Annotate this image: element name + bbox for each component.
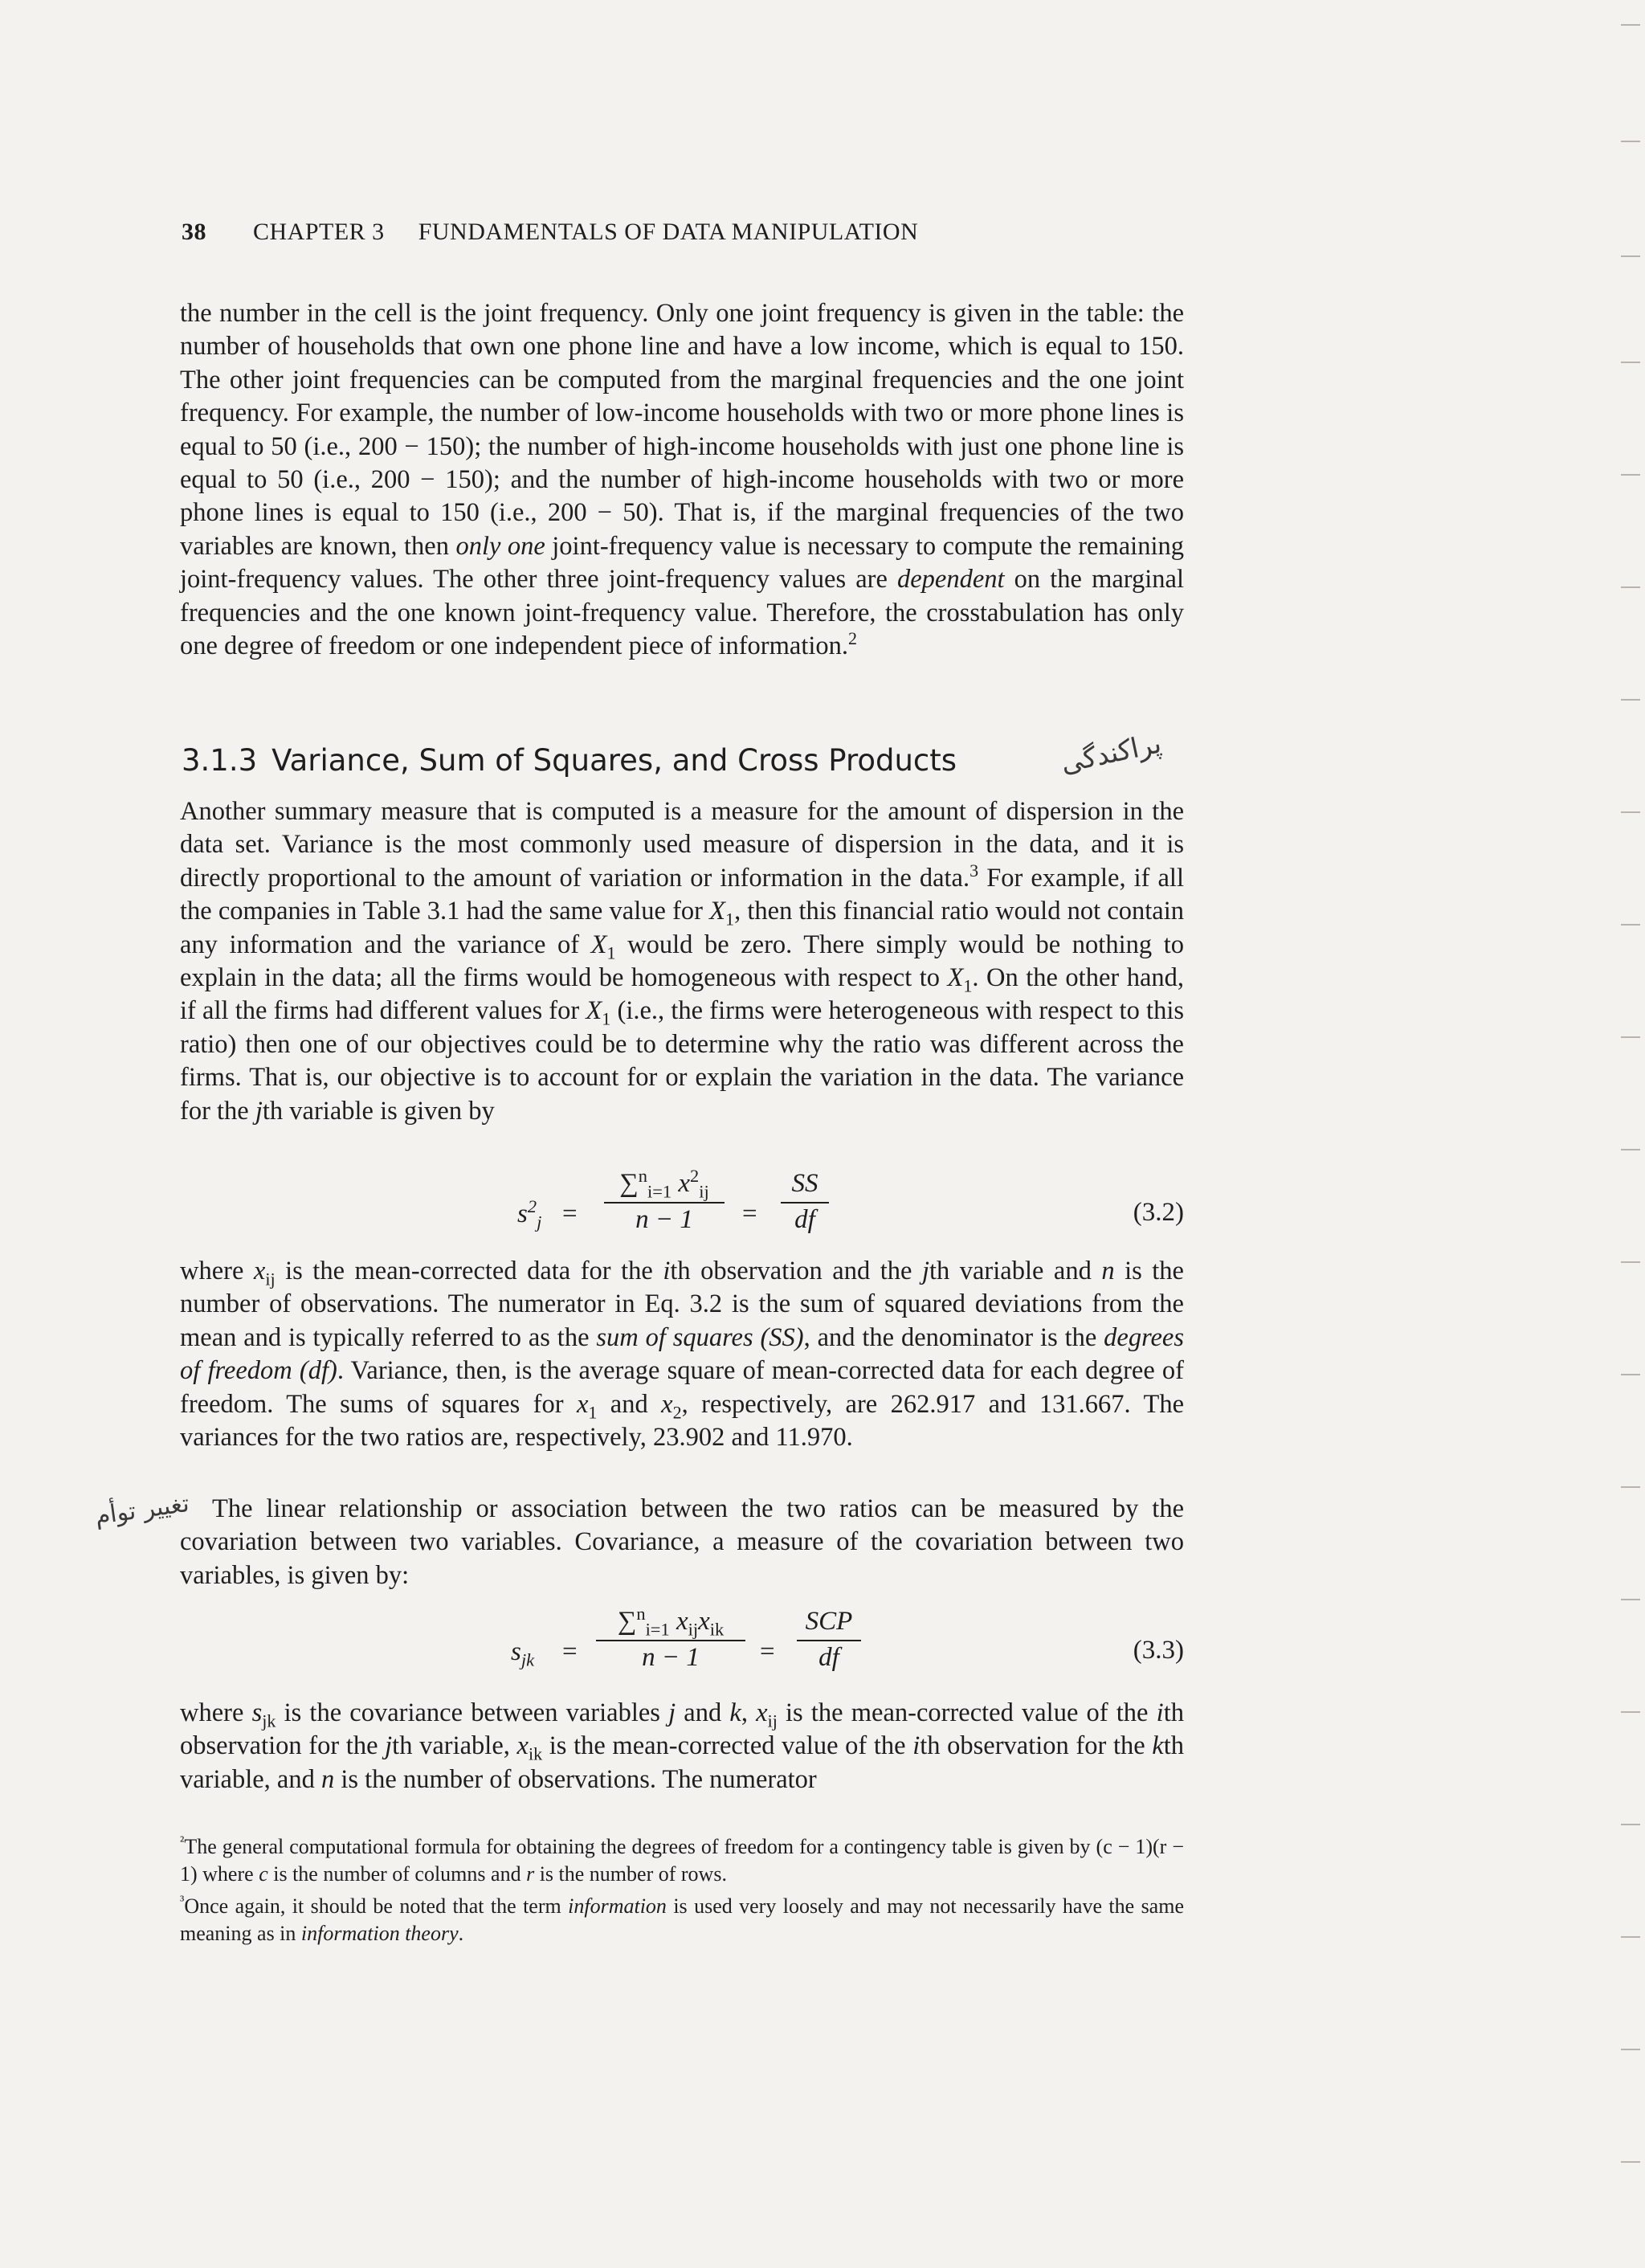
- var-k: k: [729, 1698, 741, 1727]
- para5-text-1: where: [180, 1698, 252, 1727]
- eq32-numerator-1: [604, 1166, 725, 1203]
- para3-text-7: . Variance, then, is the average square of mean-corrected data for each degree of freedom. The sums of squares for: [180, 1356, 1184, 1419]
- eq32-numerator-2: [781, 1169, 829, 1203]
- handwritten-margin-note-covariation: تغییر توأم: [93, 1489, 191, 1531]
- x-sup: 2: [690, 1166, 700, 1186]
- eq33-denominator-2: [797, 1641, 861, 1673]
- para3-text-5: is the number of observations. The numerator in Eq. 3.2 is the sum of squared deviations from the mean and is typically referred to as the: [180, 1257, 1184, 1352]
- section-number: 3.1.3: [182, 743, 258, 778]
- emphasis-sum-of-squares: sum of squares (SS): [596, 1322, 804, 1352]
- eq33-numerator-1: [596, 1604, 745, 1641]
- para3-text-4: th variable and: [929, 1257, 1102, 1285]
- paragraph-covariance: [180, 1493, 1184, 1592]
- fn3-text-2: is used very loosely and may not necessarily have the same meaning as in: [180, 1894, 1184, 1945]
- para1-text-2: joint-frequency value is necessary to compute the remaining joint-frequency values. The other three joint-frequency values are: [180, 531, 1184, 595]
- var-n: n: [1101, 1257, 1115, 1285]
- scan-edge-marks: [1611, 0, 1640, 2268]
- fn3-text-3: .: [458, 1922, 464, 1945]
- para4-text-1: The linear relationship or association between the two ratios can be measured by the covariation between two variables. Covariance, a measure of the covariation between two variables, is given by:: [180, 1494, 1184, 1590]
- eq32-denominator-1: [604, 1203, 725, 1235]
- eq33-numerator-2: [797, 1607, 861, 1641]
- eq33-denominator-1: [596, 1641, 745, 1673]
- var-k: k: [1152, 1731, 1164, 1761]
- eq32-fraction-1: [604, 1166, 725, 1235]
- para5-text-7: th variable,: [392, 1731, 517, 1761]
- fn2-text-2: is the number of columns and: [267, 1862, 527, 1886]
- var-i: i: [1156, 1698, 1164, 1727]
- eq32-lhs-sub: j: [537, 1212, 542, 1232]
- sub-ij: ij: [265, 1269, 276, 1289]
- para5-text-4: ,: [741, 1698, 757, 1727]
- paragraph-joint-frequency: [180, 297, 1184, 663]
- para5-text-3: and: [676, 1698, 730, 1727]
- equation-3-3: [180, 1604, 1184, 1695]
- sub-1: 1: [602, 1008, 611, 1029]
- para2-text-4: would be zero. There simply would be nothing to explain in the data; all the firms would be homogeneous with respect to: [180, 930, 1184, 993]
- var-x: X: [590, 930, 607, 959]
- equation-number-3-3: (3.3): [1133, 1636, 1184, 1665]
- para5-text-11: is the number of observations. The numerator: [334, 1764, 817, 1794]
- footnote-ref-2: 2: [848, 628, 858, 649]
- handwritten-margin-note-dispersion: پراکندگی: [1058, 727, 1165, 780]
- para2-text-7: th variable is given by: [262, 1096, 495, 1126]
- para2-text-2: For example, if all the companies in Table 3.1 had the same value for: [180, 863, 1184, 926]
- section-title: Variance, Sum of Squares, and Cross Products: [271, 743, 957, 778]
- var-x: X: [709, 897, 726, 926]
- para1-emphasis-dependent: dependent: [897, 565, 1005, 595]
- para2-text-5: . On the other hand, if all the firms had different values for: [180, 963, 1184, 1026]
- den-n-minus-1: n − 1: [642, 1643, 700, 1672]
- paragraph-covariance-explained: [180, 1697, 1184, 1796]
- eq33-fraction-1: [596, 1604, 745, 1673]
- para3-text-9: , respectively, are 262.917 and 131.667. The variances for the two ratios are, respectively, 23.902 and 11.970.: [180, 1389, 1184, 1453]
- para2-text-3: , then this financial ratio would not contain any information and the variance of: [180, 897, 1185, 959]
- eq32-fraction-2: [781, 1169, 829, 1235]
- paragraph-variance: [180, 795, 1184, 1128]
- para2-text-6: (i.e., the firms were heterogeneous with respect to this ratio) then one of our objectives could be to determine why the ratio was different across the firms. That is, our objective is to account for or explain the variation in the data. The variance for the: [180, 996, 1184, 1126]
- fn3-emphasis-information-theory: information theory: [300, 1922, 459, 1945]
- eq32-equals-1: =: [562, 1199, 578, 1228]
- eq33-fraction-2: [797, 1607, 861, 1673]
- para5-text-8: is the mean-corrected value of the: [542, 1731, 913, 1761]
- sigma-sign: ∑: [617, 1607, 637, 1636]
- fn2-text: The general computational formula for obtaining the degrees of freedom for a contingency table is given by (c − 1)(r − 1) where: [180, 1835, 1184, 1886]
- emphasis-degrees-of-freedom: degrees of freedom (df): [180, 1322, 1185, 1386]
- var-x: x: [678, 1169, 691, 1198]
- var-n: n: [320, 1764, 335, 1794]
- eq33-lhs: [511, 1637, 535, 1670]
- fn3-emphasis-information: information: [568, 1894, 667, 1918]
- eq33-lhs-s: s: [511, 1637, 521, 1666]
- eq32-lhs: [517, 1196, 542, 1232]
- eq33-equals-2: =: [760, 1637, 775, 1666]
- fn3-text: Once again, it should be noted that the term: [184, 1894, 569, 1918]
- sub-1: 1: [588, 1402, 598, 1423]
- eq33-lhs-sub: jk: [520, 1649, 535, 1670]
- para3-text-8: and: [597, 1389, 662, 1419]
- footnote-3: [180, 1893, 1184, 1947]
- fn2-r: r: [526, 1862, 535, 1886]
- equation-3-2: [180, 1166, 1184, 1257]
- den-n-minus-1: n − 1: [635, 1205, 693, 1234]
- var-x: x: [576, 1389, 589, 1419]
- var-x: X: [947, 963, 964, 993]
- var-x: x: [756, 1698, 768, 1727]
- var-j: j: [668, 1698, 676, 1727]
- para5-text-10: th variable, and: [180, 1731, 1185, 1794]
- x-sub-ij: ij: [688, 1619, 699, 1640]
- var-i: i: [912, 1731, 920, 1761]
- fn2-text-3: is the number of rows.: [534, 1862, 727, 1886]
- var-j: j: [385, 1731, 393, 1761]
- para3-text-2: is the mean-corrected data for the: [275, 1257, 663, 1285]
- sub-ik: ik: [528, 1743, 543, 1764]
- x-sub-ik: ik: [709, 1619, 725, 1640]
- num-ss: SS: [791, 1169, 818, 1198]
- chapter-label: CHAPTER 3: [253, 219, 385, 245]
- footnotes: [180, 1833, 1184, 1952]
- sigma-sup: n: [638, 1166, 648, 1186]
- sigma-sign: ∑: [619, 1169, 639, 1198]
- sub-jk: jk: [262, 1710, 276, 1731]
- var-i: i: [663, 1257, 671, 1285]
- eq33-equals-1: =: [562, 1637, 578, 1666]
- section-heading: [182, 743, 1186, 778]
- eq32-denominator-2: [781, 1203, 829, 1235]
- sub-1: 1: [963, 975, 973, 996]
- sigma-sup: n: [636, 1604, 646, 1624]
- x-sub: ij: [699, 1181, 709, 1202]
- var-x: x: [661, 1389, 673, 1419]
- footnote-2: [180, 1833, 1184, 1888]
- sub-1: 1: [725, 909, 735, 930]
- page-number: 38: [182, 219, 206, 245]
- paragraph-variance-explained: [180, 1255, 1184, 1454]
- den-df: df: [818, 1643, 839, 1672]
- var-x: x: [698, 1607, 710, 1636]
- para5-text-2: is the covariance between variables: [276, 1698, 669, 1727]
- num-scp: SCP: [805, 1607, 853, 1636]
- para1-emphasis-only-one: only one: [455, 531, 545, 561]
- para5-text-6: th observation for the: [180, 1698, 1184, 1761]
- var-j: j: [255, 1096, 263, 1126]
- para1-text-3: on the marginal frequencies and the one known joint-frequency value. Therefore, the crosstabulation has only one degree of freedom or one independent piece of information.: [180, 565, 1184, 661]
- eq32-lhs-s: s: [517, 1199, 528, 1228]
- var-j: j: [921, 1257, 929, 1285]
- para3-text-1: where: [180, 1257, 254, 1285]
- sigma-sub: i=1: [645, 1619, 670, 1640]
- chapter-title: FUNDAMENTALS OF DATA MANIPULATION: [418, 219, 919, 245]
- var-x: x: [253, 1257, 266, 1285]
- sub-ij: ij: [767, 1710, 778, 1731]
- eq32-lhs-sup: 2: [527, 1196, 537, 1216]
- sigma-sub: i=1: [647, 1181, 672, 1202]
- para3-text-6: , and the denominator is the: [803, 1322, 1104, 1352]
- eq32-equals-2: =: [742, 1199, 757, 1228]
- running-header: [182, 219, 1186, 246]
- fn3-mark: ³: [180, 1892, 185, 1909]
- para2-text-1: Another summary measure that is computed is a measure for the amount of dispersion in the data set. Variance is the most commonly used measure of dispersion in the data, and it is directly proportional to the amount of variation or information in the data.: [180, 797, 1184, 893]
- equation-number-3-2: (3.2): [1133, 1198, 1184, 1227]
- var-x: x: [676, 1607, 688, 1636]
- var-x: x: [516, 1731, 529, 1761]
- para5-text-9: th observation for the: [920, 1731, 1153, 1761]
- var-s: s: [251, 1698, 263, 1727]
- para5-text-5: is the mean-corrected value of the: [777, 1698, 1157, 1727]
- fn2-c: c: [259, 1862, 268, 1886]
- footnote-ref-3: 3: [969, 860, 979, 881]
- den-df: df: [794, 1205, 815, 1234]
- sub-2: 2: [672, 1402, 682, 1423]
- para1-text-1: the number in the cell is the joint frequency. Only one joint frequency is given in the table: the number of households that own one phone line and have a low income, which is equal to 150. The other joint frequencies can be computed from the marginal frequencies and the one joint frequency. For example, the number of low-income households with two or more phone lines is equal to 50 (i.e., 200 − 150); the number of high-income households with just one phone line is equal to 50 (i.e., 200 − 150); and the number of high-income households with two or more phone lines is equal to 150 (i.e., 200 − 50). That is, if the marginal frequencies of the two variables are known, then: [180, 299, 1184, 561]
- sub-1: 1: [606, 942, 616, 963]
- para3-text-3: th observation and the: [670, 1257, 922, 1285]
- fn2-mark: ²: [180, 1833, 185, 1849]
- var-x: X: [586, 996, 602, 1026]
